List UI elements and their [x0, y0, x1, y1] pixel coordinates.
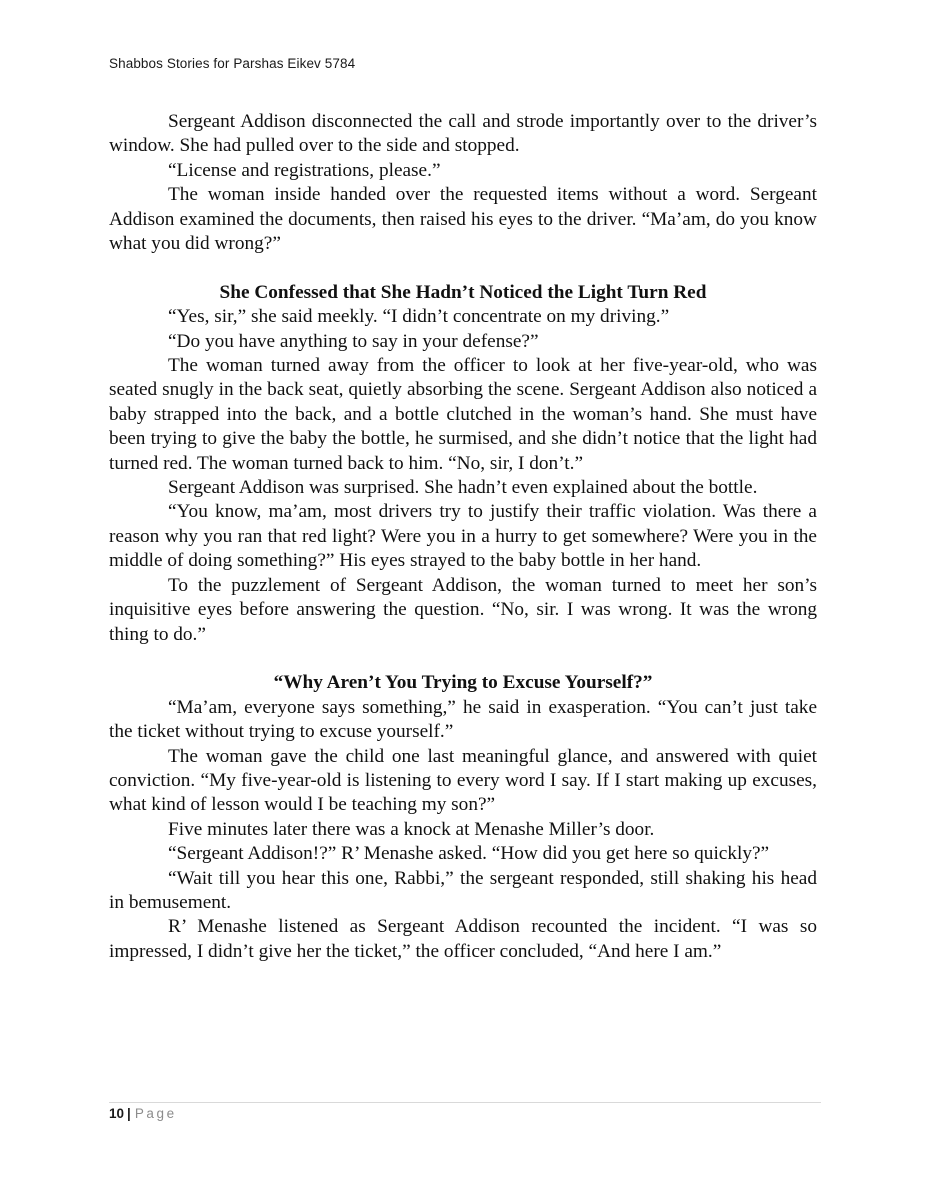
paragraph: The woman gave the child one last meaningful glance, and answered with quiet conviction. “My five-year-old is listening to every word I say. If I start making up excuses, what kind of lesson would I be teaching my son?”	[109, 745, 817, 816]
paragraph: “Ma’am, everyone says something,” he said in exasperation. “You can’t just take the ticket without trying to excuse yourself.”	[109, 696, 817, 743]
paragraph: To the puzzlement of Sergeant Addison, the woman turned to meet her son’s inquisitive eyes before answering the question. “No, sir. I was wrong. It was the wrong thing to do.”	[109, 574, 817, 645]
paragraph: “Wait till you hear this one, Rabbi,” the sergeant responded, still shaking his head in bemusement.	[109, 867, 817, 913]
paragraph: R’ Menashe listened as Sergeant Addison recounted the incident. “I was so impressed, I didn’t give her the ticket,” the officer concluded, “And here I am.”	[109, 916, 817, 962]
paragraph: “Yes, sir,” she said meekly. “I didn’t concentrate on my driving.”	[168, 306, 670, 328]
footer-separator: |	[127, 1106, 131, 1121]
page-label: Page	[134, 1106, 177, 1121]
paragraph: Five minutes later there was a knock at Menashe Miller’s door.	[168, 818, 655, 840]
running-header: Shabbos Stories for Parshas Eikev 5784	[109, 56, 356, 71]
section-heading: She Confessed that She Hadn’t Noticed the Light Turn Red	[219, 281, 707, 303]
page-footer	[109, 1106, 177, 1121]
paragraph: “You know, ma’am, most drivers try to justify their traffic violation. Was there a reason why you ran that red light? Were you in a hurry to get somewhere? Were you in the middle of doing something?” His eyes strayed to the baby bottle in her hand.	[109, 501, 817, 572]
paragraph: The woman inside handed over the requested items without a word. Sergeant Addison examined the documents, then raised his eyes to the driver. “Ma’am, do you know what you did wrong?”	[109, 184, 817, 255]
page-number: 10	[109, 1106, 125, 1121]
paragraph: The woman turned away from the officer to look at her five-year-old, who was seated snugly in the back seat, quietly absorbing the scene. Sergeant Addison also noticed a baby strapped into the back, and a bottle clutched in the woman’s hand. She must have been trying to give the baby the bottle, he surmised, and she didn’t notice that the light had turned red. The woman turned back to him. “No, sir, I don’t.”	[109, 355, 817, 474]
paragraph: Sergeant Addison disconnected the call and strode importantly over to the driver’s window. She had pulled over to the side and stopped.	[109, 111, 817, 157]
paragraph: “Sergeant Addison!?” R’ Menashe asked. “How did you get here so quickly?”	[168, 843, 770, 865]
paragraph: “Do you have anything to say in your defense?”	[168, 330, 539, 352]
paragraph: “License and registrations, please.”	[168, 159, 441, 181]
footer-divider	[109, 1102, 821, 1103]
story-body	[109, 110, 817, 964]
paragraph: Sergeant Addison was surprised. She hadn’t even explained about the bottle.	[168, 477, 758, 499]
section-heading: “Why Aren’t You Trying to Excuse Yourself?”	[273, 672, 653, 694]
